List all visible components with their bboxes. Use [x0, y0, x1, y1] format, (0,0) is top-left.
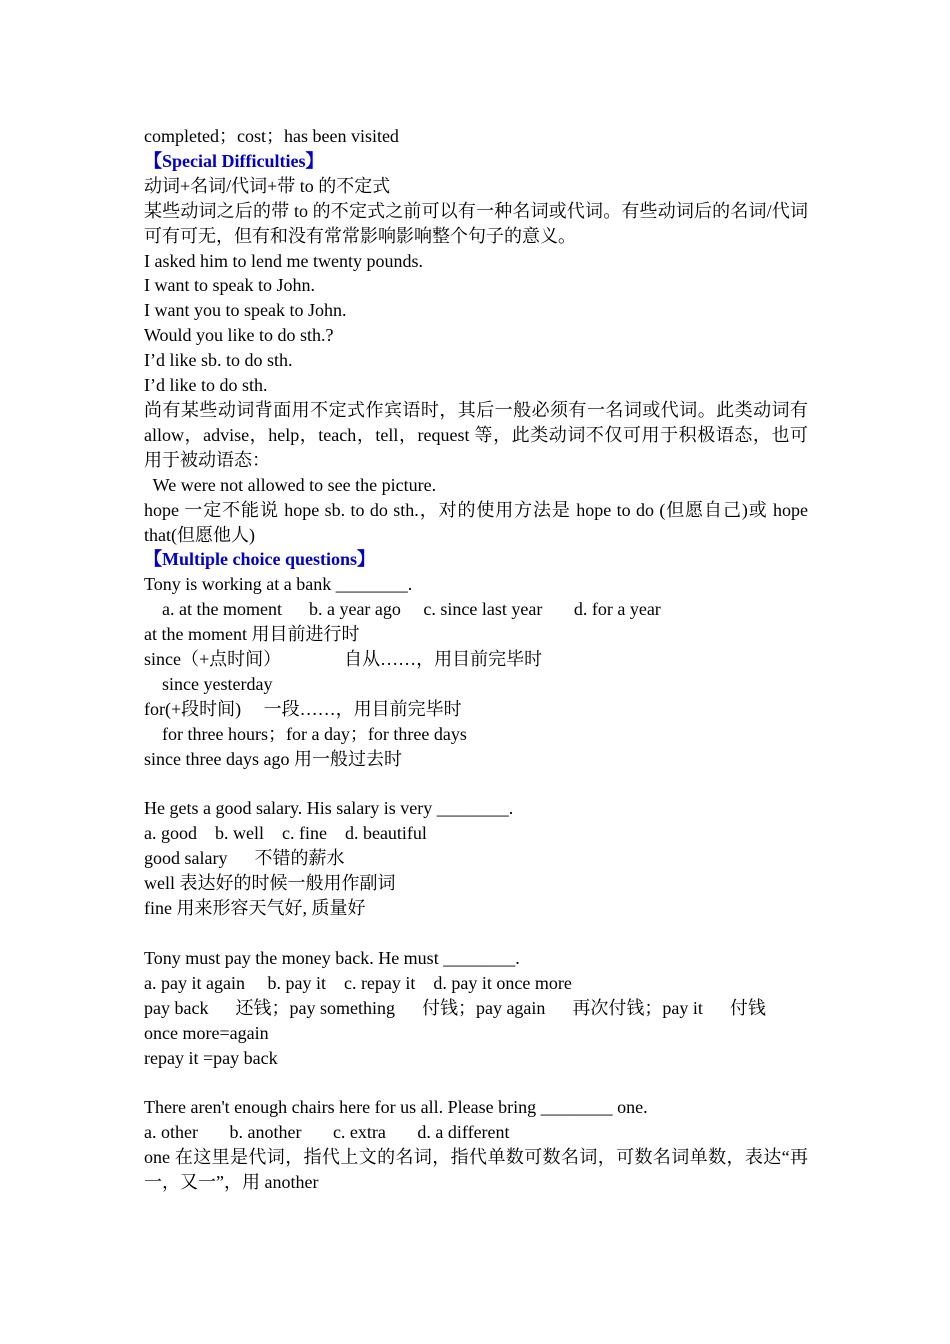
section-heading-special-difficulties: 【Special Difficulties】	[144, 150, 324, 171]
example-sentence: We were not allowed to see the picture.	[144, 474, 437, 495]
blank-line	[144, 921, 808, 946]
paragraph: 某些动词之后的带 to 的不定式之前可以有一种名词或代词。有些动词后的名词/代词可有可无，但有和没有常常影响影响整个句子的意义。	[144, 200, 808, 246]
example-sentence: Would you like to do sth.?	[144, 325, 334, 346]
explanation-line: good salary 不错的薪水	[144, 848, 345, 869]
explanation-line: since yesterday	[144, 673, 273, 694]
answer-options: a. good b. well c. fine d. beautiful	[144, 823, 427, 844]
text-line: 动词+名词/代词+带 to 的不定式	[144, 175, 391, 196]
question: There aren't enough chairs here for us all. Please bring ________ one.	[144, 1097, 648, 1118]
explanation-line: fine 用来形容天气好, 质量好	[144, 898, 366, 919]
answer-options: a. pay it again b. pay it c. repay it d. pay it once more	[144, 972, 572, 993]
answer-options: a. at the moment b. a year ago c. since last year d. for a year	[144, 599, 661, 620]
explanation-paragraph: one 在这里是代词，指代上文的名词，指代单数可数名词，可数名词单数，表达“再一，又一”，用 another	[144, 1147, 808, 1193]
example-sentence: I asked him to lend me twenty pounds.	[144, 250, 423, 271]
blank-line	[144, 772, 808, 797]
text-line: completed；cost；has been visited	[144, 126, 399, 146]
explanation-line: at the moment 用目前进行时	[144, 624, 360, 645]
answer-options: a. other b. another c. extra d. a different	[144, 1122, 510, 1143]
explanation-line: since（+点时间） 自从……，用目前完毕时	[144, 649, 543, 670]
example-sentence: I want to speak to John.	[144, 275, 315, 296]
question: He gets a good salary. His salary is very ________.	[144, 798, 514, 819]
explanation-line: for(+段时间) 一段……，用目前完毕时	[144, 698, 462, 719]
paragraph: 尚有某些动词背面用不定式作宾语时，其后一般必须有一名词或代词。此类动词有 allow，advise，help，teach，tell，request 等，此类动词不仅可用于积极语态，也可用于被动语态：	[144, 399, 808, 470]
question: Tony is working at a bank ________.	[144, 574, 413, 595]
explanation-line: repay it =pay back	[144, 1047, 278, 1068]
explanation-line: for three hours；for a day；for three days	[144, 723, 467, 744]
explanation-line: once more=again	[144, 1022, 269, 1043]
explanation-line: pay back 还钱；pay something 付钱；pay again 再次付钱；pay it 付钱	[144, 997, 766, 1018]
example-sentence: I want you to speak to John.	[144, 300, 347, 321]
example-sentence: I’d like to do sth.	[144, 375, 268, 396]
section-heading-multiple-choice: 【Multiple choice questions】	[144, 549, 376, 570]
question: Tony must pay the money back. He must ________.	[144, 947, 520, 968]
blank-line	[144, 1070, 808, 1095]
document-body	[144, 124, 808, 1195]
paragraph: hope 一定不能说 hope sb. to do sth.，对的使用方法是 hope to do (但愿自己)或 hope that(但愿他人)	[144, 499, 808, 545]
explanation-line: well 表达好的时候一般用作副词	[144, 873, 396, 894]
example-sentence: I’d like sb. to do sth.	[144, 350, 293, 371]
explanation-line: since three days ago 用一般过去时	[144, 748, 402, 769]
